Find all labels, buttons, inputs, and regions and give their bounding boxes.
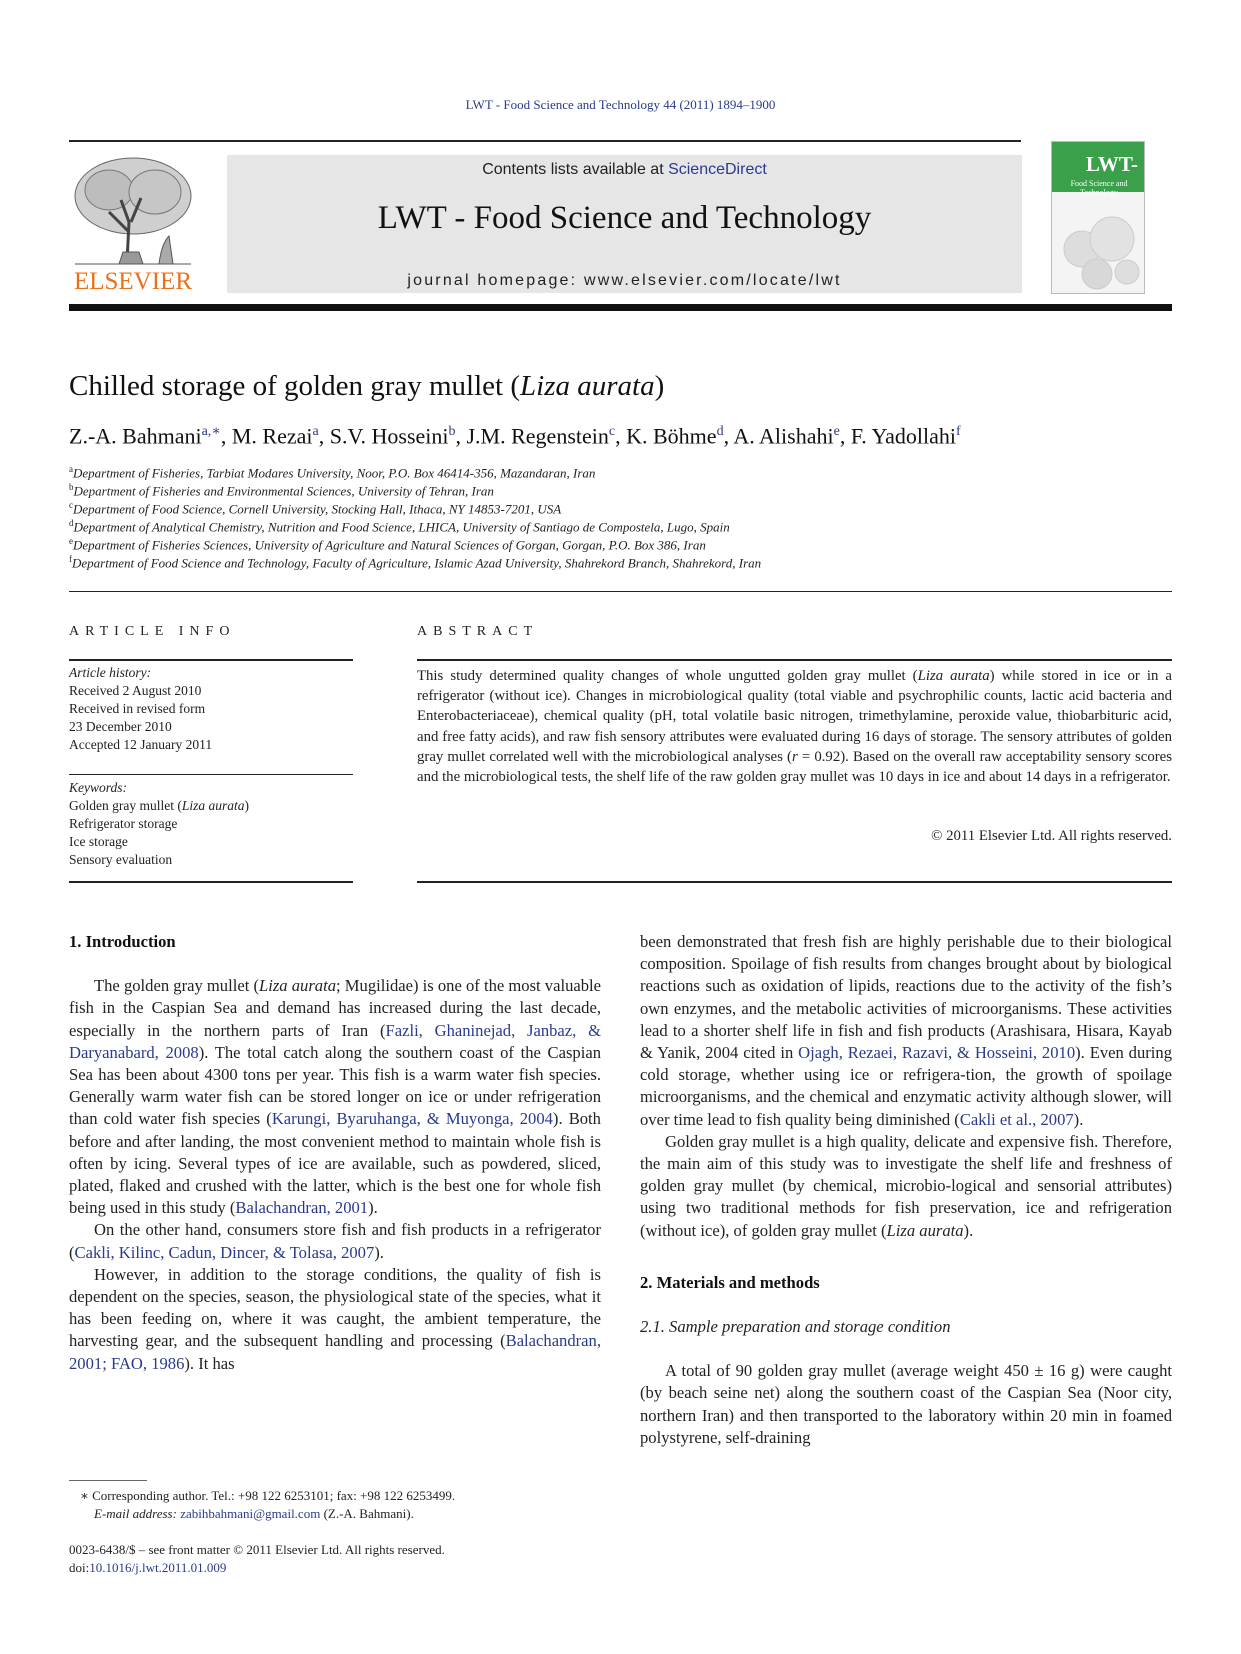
affiliation <box>69 464 595 481</box>
email-label: E-mail address: <box>94 1506 181 1521</box>
author-name[interactable]: Z.-A. Bahmani <box>69 423 202 449</box>
sciencedirect-link[interactable]: ScienceDirect <box>668 161 767 178</box>
corresponding-author-note <box>80 1487 455 1505</box>
author-affil-marker[interactable]: a,∗ <box>201 424 221 439</box>
abstract-part: = 0.92). Based on the overall raw acceptability sensory scores and the microbiological tests, the shelf life of the raw golden gray mullet was 10 days in ice and about 14 days in a refrigerator. <box>417 748 1172 786</box>
affiliation <box>69 482 494 499</box>
author-name[interactable]: A. Alishahi <box>733 423 834 449</box>
reference-link[interactable]: Cakli et al., 2007 <box>959 1109 1074 1129</box>
author-name[interactable]: M. Rezai <box>231 423 313 449</box>
doi-line <box>69 1559 226 1577</box>
affiliation-key: f <box>69 554 72 564</box>
affiliation <box>69 554 761 571</box>
text-run: ). Even during cold storage, whether using ice or refrigera-tion, the growth of spoilage microorganisms, and the chemical and enzymatic activity although slower, will over time lead to fish quality being diminished ( <box>640 1043 1172 1129</box>
author-name[interactable]: F. Yadollahi <box>850 423 957 449</box>
keyword-prefix: Golden gray mullet ( <box>69 798 182 813</box>
abstract-part: ) while stored in ice or in a refrigerator (without ice). Changes in microbiological quality (total viable and psychrophilic counts, lactic acid bacteria and Enterobacteriaceae), chemical quality (pH, total volatile basic nitrogen, trimethylamine, peroxide value, thiobarbituric acid, and free fatty acids), and raw fish sensory attributes were evaluated during 16 days of storage. The sensory attributes of golden gray mullet correlated well with the microbiological analyses ( <box>417 668 1172 765</box>
doi-label: doi: <box>69 1560 90 1575</box>
keywords-rule <box>69 774 353 775</box>
keyword-suffix: ) <box>244 798 250 813</box>
affiliation <box>69 536 706 553</box>
author-affil-marker[interactable]: f <box>956 424 961 439</box>
body-left-column <box>69 931 601 1375</box>
body-paragraph <box>69 1264 601 1375</box>
article-title <box>69 370 664 403</box>
title-species: Liza aurata <box>520 370 655 402</box>
affiliation-key: e <box>69 536 73 546</box>
affiliation-key: b <box>69 482 74 492</box>
history-label: Article history: <box>69 665 152 680</box>
author-affil-marker[interactable]: d <box>716 424 724 439</box>
journal-banner <box>227 155 1022 293</box>
affiliation-text: Department of Fisheries Sciences, University of Agriculture and Natural Sciences of Gorgan, Gorgan, P.O. Box 386, Iran <box>73 537 706 553</box>
text-run: ). <box>368 1198 378 1218</box>
title-prefix: Chilled storage of golden gray mullet ( <box>69 370 521 402</box>
header-rule <box>69 140 1021 142</box>
journal-homepage-link[interactable]: journal homepage: www.elsevier.com/locate/lwt <box>407 272 842 289</box>
article-history <box>69 664 212 754</box>
text-run: ). <box>1073 1109 1084 1129</box>
reference-link[interactable]: Fazli, Ghaninejad, Janbaz, & Daryanabard, 2008 <box>69 1020 601 1062</box>
keyword[interactable]: Refrigerator storage <box>69 816 178 831</box>
footnote-star: ∗ <box>80 1488 89 1503</box>
issn-line: 0023-6438/$ – see front matter © 2011 Elsevier Ltd. All rights reserved. <box>69 1542 445 1557</box>
affiliation <box>69 500 561 517</box>
doi-link[interactable]: 10.1016/j.lwt.2011.01.009 <box>89 1560 227 1575</box>
article-info-heading: ARTICLE INFO <box>69 624 236 639</box>
reference-link[interactable]: Balachandran, 2001; FAO, 1986 <box>69 1331 601 1373</box>
abstract-text <box>417 666 1172 787</box>
text-run: ; Mugilidae) is one of the most valuable fish in the Caspian Sea and demand has increased during the last decade, especially in the northern parts of Iran ( <box>69 976 602 1040</box>
keywords-label: Keywords: <box>69 780 127 795</box>
keywords-block <box>69 779 249 869</box>
abstract-heading: ABSTRACT <box>417 624 539 639</box>
text-run: Golden gray mullet is a high quality, delicate and expensive fish. Therefore, the main aim of this study was to investigate the shelf life and freshness of golden gray mullet (by chemical, microbio-logical and sensorial attributes) using two traditional methods for fish preservation, ice and refrigeration (without ice), of golden gray mullet ( <box>640 1131 1172 1240</box>
text-run: been demonstrated that fresh fish are highly perishable due to their biological composition. Spoilage of fish results from changes brought about by biological reactions such as oxidation of lipids, reactions due to the activity of the fish’s own enzymes, and the metabolic activities of microorganisms. These activities lead to a shorter shelf life in fish and fish products (Arashisara, Hisara, Kayab & Yanik, 2004 cited in <box>640 932 1172 1063</box>
abstract-species: Liza aurata <box>917 668 990 684</box>
author-affil-marker[interactable]: b <box>448 424 456 439</box>
body-right-column <box>640 931 1172 1449</box>
species-name: Liza aurata <box>886 1220 964 1240</box>
journal-cover-thumbnail[interactable] <box>1051 141 1145 294</box>
affiliation-text: Department of Fisheries and Environmental Sciences, University of Tehran, Iran <box>73 483 494 499</box>
header-thick-rule <box>69 304 1172 311</box>
affiliation-key: c <box>69 500 73 510</box>
introduction-heading: 1. Introduction <box>69 932 176 951</box>
cover-subtitle: Food Science and Technology <box>1070 179 1128 197</box>
history-entry: Accepted 12 January 2011 <box>69 737 213 752</box>
elsevier-wordmark: ELSEVIER <box>73 268 193 295</box>
text-run: ). <box>374 1242 384 1262</box>
methods-heading: 2. Materials and methods <box>640 1272 820 1292</box>
article-info-rule <box>69 659 353 661</box>
history-entry: Received in revised form <box>69 701 206 716</box>
journal-title: LWT - Food Science and Technology <box>377 200 872 236</box>
text-run: ). It has <box>184 1353 235 1373</box>
keyword[interactable]: Ice storage <box>69 834 128 849</box>
email-note <box>94 1505 414 1523</box>
email-suffix: (Z.-A. Bahmani). <box>320 1506 414 1521</box>
abstract-bottom-rule <box>417 881 1172 883</box>
footnote-rule <box>69 1480 147 1481</box>
keyword[interactable]: Sensory evaluation <box>69 852 173 867</box>
body-paragraph: A total of 90 golden gray mullet (average weight 450 ± 16 g) were caught (by beach seine net) along the southern coast of the Caspian Sea (Noor city, northern Iran) and then transported to the laboratory within 20 min in foamed polystyrene, self-draining <box>640 1361 1172 1447</box>
body-paragraph <box>640 1131 1172 1242</box>
author-name[interactable]: S.V. Hosseini <box>329 423 449 449</box>
affiliation-text: Department of Fisheries, Tarbiat Modares University, Noor, P.O. Box 46414-356, Mazandaran, Iran <box>73 465 596 481</box>
text-run: However, in addition to the storage conditions, the quality of fish is dependent on the species, season, the physiological state of the species, what it has been feeding on, where it was caught, the ambient temperature, the harvesting gear, and the subsequent handling and processing ( <box>69 1264 601 1351</box>
cover-title: LWT- <box>1085 152 1138 176</box>
text-run: On the other hand, consumers store fish and fish products in a refrigerator ( <box>69 1220 601 1262</box>
author-affil-marker[interactable]: c <box>608 424 616 439</box>
affiliation-text: Department of Food Science, Cornell University, Stocking Hall, Ithaca, NY 14853-7201, USA <box>73 501 562 517</box>
journal-citation[interactable]: LWT - Food Science and Technology 44 (2011) 1894–1900 <box>465 97 776 112</box>
text-run: ). <box>963 1220 974 1240</box>
species-name: Liza aurata <box>258 976 336 996</box>
abstract-part: This study determined quality changes of whole ungutted golden gray mullet ( <box>417 668 918 684</box>
footnote-text: Corresponding author. Tel.: +98 122 6253101; fax: +98 122 6253499. <box>92 1488 456 1503</box>
author-affil-marker[interactable]: e <box>833 424 840 439</box>
abstract-copyright: © 2011 Elsevier Ltd. All rights reserved. <box>931 828 1172 844</box>
author-name[interactable]: K. Böhme <box>626 423 717 449</box>
author-name[interactable]: J.M. Regenstein <box>466 423 609 449</box>
affiliation-key: d <box>69 518 74 528</box>
contents-prefix: Contents lists available at <box>482 161 669 178</box>
affiliation-key: a <box>69 464 73 474</box>
text-run: ). The total catch along the southern coast of the Caspian Sea has been about 4300 tons per year. This fish is a warm water fish species. Generally warm water fish can be stored longer on ice or under refrigeration than cold water fish species ( <box>69 1042 602 1129</box>
affiliations-rule <box>69 591 1172 592</box>
reference-link[interactable]: Cakli, Kilinc, Cadun, Dincer, & Tolasa, 2007 <box>74 1242 375 1262</box>
abstract-rule <box>417 659 1172 661</box>
author-list: Z.-A. Bahmani$^{a,∗}$, M. Rezai$^a$, S.V. Hosseini$^b$, J.M. Regenstein$^c$, K. Böhme$^d$, A. Alishahi$^e$, F. Yadollahi$^f$ <box>69 423 961 449</box>
reference-link[interactable]: Balachandran, 2001 <box>235 1198 369 1218</box>
reference-link[interactable]: Karungi, Byaruhanga, & Muyonga, 2004 <box>271 1109 553 1129</box>
keyword-species: Liza aurata <box>181 798 245 813</box>
body-paragraph <box>69 975 601 1219</box>
body-paragraph <box>640 931 1172 1131</box>
history-entry: Received 2 August 2010 <box>69 683 202 698</box>
reference-link[interactable]: Ojagh, Rezaei, Razavi, & Hosseini, 2010 <box>798 1043 1076 1063</box>
text-run: ). Both before and after landing, the most convenient method to maintain whole fish is often by icing. Several types of ice are available, such as powdered, sliced, plated, flaked and crushed with the latter, which is the best one for whole fish being used in this study ( <box>69 1109 601 1218</box>
text-run: The golden gray mullet ( <box>94 976 259 996</box>
body-paragraph <box>69 1219 601 1263</box>
article-info-bottom-rule <box>69 881 353 883</box>
affiliation-text: Department of Analytical Chemistry, Nutrition and Food Science, LHICA, University of Santiago de Compostela, Lugo, Spain <box>73 519 730 535</box>
affiliation-text: Department of Food Science and Technology, Faculty of Agriculture, Islamic Azad University, Shahrekord Branch, Shahrekord, Iran <box>72 555 762 571</box>
email-link[interactable]: zabihbahmani@gmail.com <box>180 1506 321 1521</box>
contents-line <box>227 161 1022 179</box>
history-entry: 23 December 2010 <box>69 719 172 734</box>
methods-subheading: 2.1. Sample preparation and storage condition <box>640 1317 951 1337</box>
affiliation <box>69 518 730 535</box>
title-suffix: ) <box>654 370 665 402</box>
keyword[interactable] <box>69 797 249 815</box>
author-affil-marker[interactable]: a <box>312 424 319 439</box>
abstract-r-symbol: r <box>791 748 798 765</box>
cover-image <box>1052 194 1144 294</box>
